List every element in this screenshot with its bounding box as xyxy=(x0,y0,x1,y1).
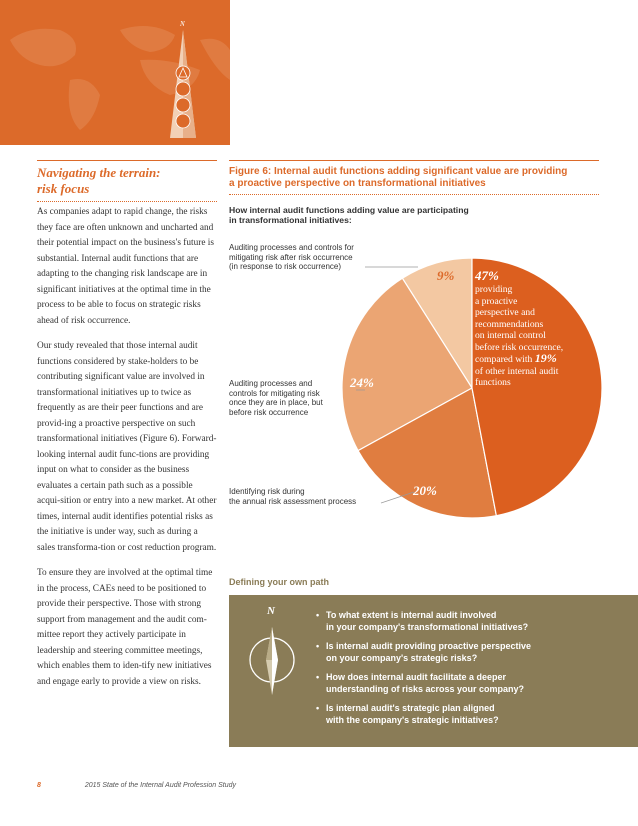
list-item xyxy=(316,671,626,695)
pct-label-20: 20% xyxy=(413,483,437,498)
question-line: with the company's strategic initiatives? xyxy=(326,715,499,725)
label-before-line: controls for mitigating risk xyxy=(229,388,320,398)
desc-line: perspective and xyxy=(475,307,535,318)
label-before-line: once they are in place, but xyxy=(229,398,323,407)
desc-compared-text: compared with xyxy=(475,354,535,365)
label-before-line: before risk occurrence xyxy=(229,407,309,417)
pct-label-47: 47% xyxy=(475,268,499,283)
desc-line: a proactive xyxy=(475,295,518,307)
body-paragraph: As companies adapt to rapid change, the risks they face are often unknown and uncharted and their potential impact on the business's future is substantial. Internal audit functions that are adapting to the changing risk landscape are in significant initiatives at the optimal time in the process to be able to focus on strategic risks ahead of risk occurrence. xyxy=(37,207,214,326)
figure-title-line2: a proactive perspective on transformational initiatives xyxy=(229,178,486,189)
list-item xyxy=(316,640,626,664)
question-line: • Is internal audit providing proactive perspective xyxy=(326,641,532,651)
label-before-risk xyxy=(229,379,364,417)
desc-line: before risk occurrence, xyxy=(475,341,564,353)
question-line: in your company's transformational initiatives? xyxy=(326,622,529,632)
body-paragraph: To ensure they are involved at the optimal time in the process, CAEs need to be positioned to provide their perspective. Those with strong support from management and the audit com-mittee report they actively participate in leadership and steering committee meetings, which enables them to iden-tify new initiatives and engage early to provide a view on risks. xyxy=(37,568,213,687)
label-after-risk xyxy=(229,243,389,272)
figure-subtitle-line1: How internal audit functions adding value are participating xyxy=(229,205,469,215)
question-line: • How does internal audit facilitate a deeper xyxy=(326,672,507,682)
desc-line: functions xyxy=(475,377,511,388)
label-identify-line: Identifying risk during xyxy=(229,487,305,496)
footer-title: 2015 State of the Internal Audit Profession Study xyxy=(84,782,236,789)
desc-line: of other internal audit xyxy=(475,365,559,377)
section-title-line2: risk focus xyxy=(37,181,90,196)
label-identify-risk xyxy=(229,487,399,506)
desc-line: providing xyxy=(475,284,513,295)
question-line: • To what extent is internal audit involved xyxy=(326,610,497,620)
section-title-line1: Navigating the terrain: xyxy=(37,165,161,180)
pct-label-9: 9% xyxy=(437,268,455,283)
page-footer xyxy=(37,782,236,789)
slice-47-description xyxy=(475,284,595,389)
desc-line: recommendations xyxy=(475,318,544,330)
question-line: on your company's strategic risks? xyxy=(326,653,478,663)
label-after-line: Auditing processes and controls for xyxy=(229,243,354,252)
label-after-line: mitigating risk after risk occurrence xyxy=(229,252,353,262)
compass-icon xyxy=(247,605,317,715)
define-heading: Defining your own path xyxy=(229,577,329,587)
list-item xyxy=(316,609,626,633)
compass-north-label: N xyxy=(267,605,275,617)
figure-title-line1: Figure 6: Internal audit functions adding significant value are providing xyxy=(229,166,568,177)
compass-north-label: N xyxy=(180,20,185,28)
figure-subtitle-line2: in transformational initiatives: xyxy=(229,215,352,225)
label-before-line: Auditing processes and xyxy=(229,379,313,388)
label-identify-line: the annual risk assessment process xyxy=(229,496,357,506)
body-paragraph: Our study revealed that those internal audit functions considered by stake-holders to be contributing significant value are involved in transformational initiatives up to twice as frequently as are their peer functions and are provid-ing a proactive perspective on such transformational initiatives (Figure 6). Forward-looking internal audit func-tions are providing input on what to consider as the business evaluates a certain path such as a possible acqui-sition or entry into a new market. At other times, internal audit identifies potential risks as the initiative is under way, such as during a sales transforma-tion or cost reduction program. xyxy=(37,341,217,553)
question-line: understanding of risks across your company? xyxy=(326,684,525,694)
pct-label-24: 24% xyxy=(350,375,374,390)
page-number: 8 xyxy=(37,782,41,789)
desc-line-compared xyxy=(475,353,595,366)
define-box xyxy=(229,595,638,747)
label-after-line: (in response to risk occurrence) xyxy=(229,262,342,271)
desc-compared-value: 19% xyxy=(534,351,557,365)
question-line: • Is internal audit's strategic plan aligned xyxy=(326,703,495,713)
desc-line: on internal control xyxy=(475,330,546,341)
question-list xyxy=(316,609,626,733)
list-item xyxy=(316,702,626,726)
